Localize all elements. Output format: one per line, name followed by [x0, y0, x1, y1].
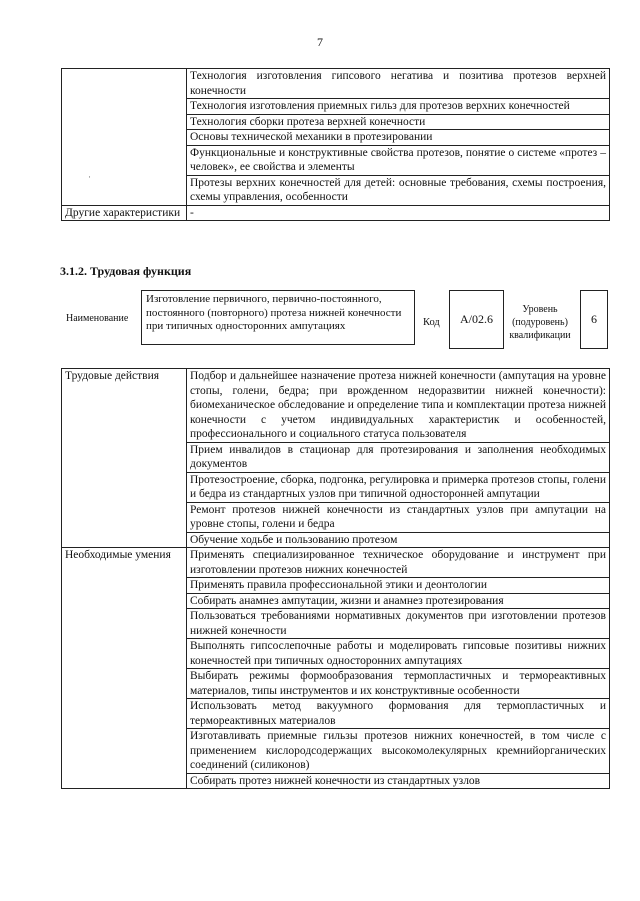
- action-item: Протезостроение, сборка, подгонка, регулировка и примерка протезов стопы, голени и бедра из стандартных узлов при типичной односторонней ампутации: [187, 472, 610, 502]
- skills-label: Необходимые умения: [62, 548, 187, 789]
- function-name: Изготовление первичного, первично-постоянного, постоянного (повторного) протеза нижней конечности при типичных односторонних ампутациях: [141, 290, 415, 345]
- table-row: [62, 205, 610, 221]
- table-row: [62, 548, 610, 578]
- knowledge-item: Технология сборки протеза верхней конечности: [187, 114, 610, 130]
- table-row: [62, 369, 610, 443]
- knowledge-table-continued: [61, 68, 610, 221]
- action-item: Обучение ходьбе и пользованию протезом: [187, 532, 610, 548]
- knowledge-item: Основы технической механики в протезировании: [187, 130, 610, 146]
- skill-item: Применять правила профессиональной этики и деонтологии: [187, 578, 610, 594]
- section-title: 3.1.2. Трудовая функция: [60, 264, 192, 278]
- knowledge-item: Протезы верхних конечностей для детей: основные требования, схемы построения, схемы управления, особенности: [187, 175, 610, 205]
- page-number: 7: [317, 35, 323, 49]
- code-label: Код: [423, 317, 440, 328]
- row-label-empty: [62, 69, 187, 206]
- skill-item: Использовать метод вакуумного формования для термопластичных и термореактивных материалов: [187, 699, 610, 729]
- name-label: Наименование: [66, 313, 129, 324]
- skill-item: Пользоваться требованиями нормативных документов при изготовлении протезов нижней конечности: [187, 609, 610, 639]
- level-value: 6: [580, 290, 608, 349]
- skill-item: Изготавливать приемные гильзы протезов нижних конечностей, в том числе с применением кислородсодержащих высокомолекулярных кремнийорганических соединений (силиконов): [187, 729, 610, 774]
- function-header: [66, 287, 611, 351]
- scan-mark: ·: [88, 172, 91, 182]
- skill-item: Собирать протез нижней конечности из стандартных узлов: [187, 773, 610, 789]
- function-table: [61, 368, 610, 789]
- action-item: Прием инвалидов в стационар для протезирования и заполнения необходимых документов: [187, 442, 610, 472]
- skill-item: Выбирать режимы формообразования термопластичных и термореактивных материалов, типы инструментов и их конструктивные особенности: [187, 669, 610, 699]
- other-characteristics-label: Другие характеристики: [62, 205, 187, 221]
- knowledge-item: Функциональные и конструктивные свойства протезов, понятие о системе «протез – человек», ее свойства и элементы: [187, 145, 610, 175]
- action-item: Ремонт протезов нижней конечности из стандартных узлов при ампутации на уровне стопы, голени и бедра: [187, 502, 610, 532]
- code-value: А/02.6: [449, 290, 504, 349]
- skill-item: Выполнять гипсослепочные работы и моделировать гипсовые позитивы нижних конечностей при типичных односторонних ампутациях: [187, 639, 610, 669]
- action-item: Подбор и дальнейшее назначение протеза нижней конечности (ампутация на уровне стопы, голени, бедра; при врожденном недоразвитии нижней конечности): биомеханическое обследование и определение типа и комплектации протеза нижней конечности с учетом индивидуальных характеристик и особенностей, профессионального и социального статуса пользователя: [187, 369, 610, 443]
- knowledge-item: Технология изготовления приемных гильз для протезов верхних конечностей: [187, 99, 610, 115]
- skill-item: Применять специализированное техническое оборудование и инструмент при изготовлении протезов нижних конечностей: [187, 548, 610, 578]
- skill-item: Собирать анамнез ампутации, жизни и анамнез протезирования: [187, 593, 610, 609]
- table-row: [62, 69, 610, 99]
- other-characteristics-value: -: [187, 205, 610, 221]
- actions-label: Трудовые действия: [62, 369, 187, 548]
- level-label: Уровень (подуровень) квалификации: [509, 304, 571, 341]
- knowledge-item: Технология изготовления гипсового негатива и позитива протезов верхней конечности: [187, 69, 610, 99]
